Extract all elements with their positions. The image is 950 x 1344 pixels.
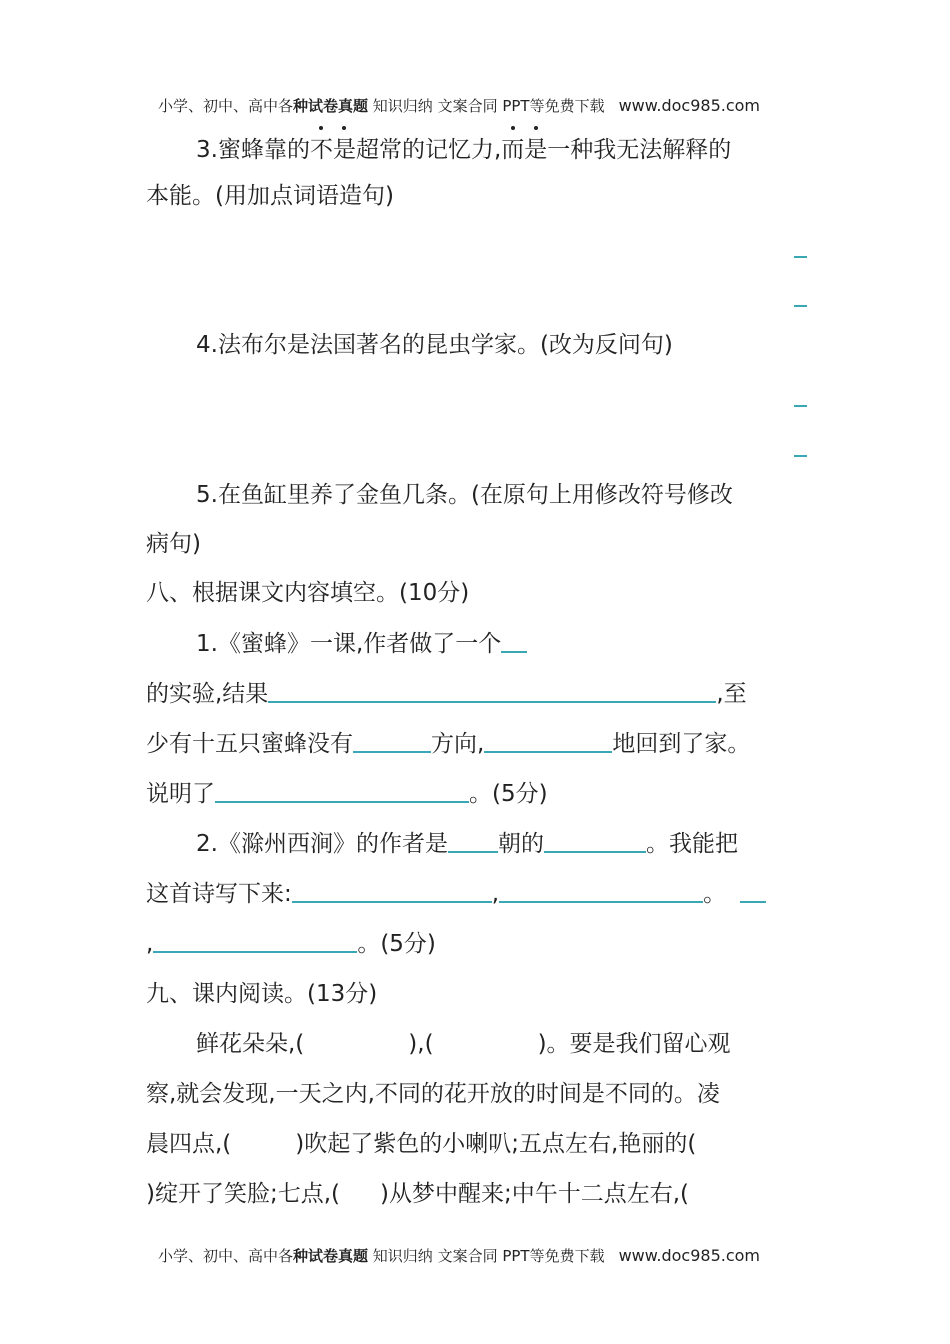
section-8-title: 八、根据课文内容填空。(10分) [146,580,470,606]
header-site-link[interactable]: www.doc985.com [618,96,761,115]
text-segment: 。我能把 [645,831,738,857]
emphasis-dotted-char: 不 [309,137,333,163]
s8-q1-line-3 [146,729,750,759]
fill-blank[interactable] [292,879,492,903]
text-segment: 方向, [431,731,485,757]
text-segment: , [491,881,500,907]
answer-line[interactable] [794,455,807,457]
page-header-bottom [158,1245,760,1266]
text-segment: 的实验,结果 [146,681,269,707]
s8-q1-line-4 [146,779,548,809]
text-segment: 。(5分) [357,931,436,957]
fill-blank[interactable] [499,879,703,903]
header-text: 小学、初中、高中各 [158,97,294,115]
s9-passage-line-4 [146,1179,689,1209]
text-segment: 蜜蜂靠的 [217,137,310,163]
question-number: 3. [196,137,218,163]
answer-line[interactable] [794,405,807,407]
text-segment: 说明了 [146,781,215,807]
text-segment: 朝的 [497,831,544,857]
header-bold-text: 种试卷真题 [293,97,369,115]
text-segment: ,至 [716,681,747,707]
text-segment: )从梦中醒来;中午十二点左右,( [380,1181,690,1207]
fill-blank[interactable] [215,779,469,803]
question-3-line-1 [196,135,731,165]
answer-line[interactable] [794,256,807,258]
fill-blank[interactable] [484,729,612,753]
fill-blank[interactable] [501,629,527,653]
text-segment: , [146,931,154,957]
header-bold-text: 种试卷真题 [293,1247,369,1265]
text-segment: 2.《滁州西涧》的作者是 [196,831,448,857]
s8-q2-line-1 [196,829,738,859]
emphasis-dotted-char: 是 [524,137,548,163]
fill-blank[interactable] [448,829,498,853]
question-4: 4.法布尔是法国著名的昆虫学家。(改为反问句) [196,332,673,358]
s8-q2-line-3 [146,929,436,959]
s8-q2-line-2 [146,879,766,909]
header-text-2: 知识归纳 文案合同 PPT等免费下载 [368,97,605,115]
emphasis-dotted-char: 而 [501,137,525,163]
page-header-top [158,95,760,116]
header-text-2: 知识归纳 文案合同 PPT等免费下载 [368,1247,605,1265]
text-segment: 这首诗写下来: [146,881,292,907]
fill-blank[interactable] [153,929,357,953]
fill-blank[interactable] [268,679,716,703]
question-3-line-2: 本能。(用加点词语造句) [146,183,394,209]
text-segment: ),( [408,1031,434,1057]
text-segment: 地回到了家。 [612,731,751,757]
s9-passage-line-1 [196,1029,731,1059]
text-segment: 超常的记忆力, [355,137,502,163]
text-segment: 1.《蜜蜂》一课,作者做了一个 [196,631,502,657]
text-segment: 一种我无法解释的 [547,137,732,163]
s9-passage-line-3 [146,1129,696,1159]
text-segment: )。要是我们留心观 [537,1031,731,1057]
text-segment: )绽开了笑脸;七点,( [146,1181,341,1207]
fill-blank[interactable] [740,879,766,903]
answer-line[interactable] [794,305,807,307]
text-segment: 少有十五只蜜蜂没有 [146,731,353,757]
text-segment: 鲜花朵朵,( [196,1031,305,1057]
question-5-line-1: 5.在鱼缸里养了金鱼几条。(在原句上用修改符号修改 [196,482,733,508]
emphasis-dotted-char: 是 [332,137,356,163]
question-5-line-2: 病句) [146,531,201,557]
text-segment: 晨四点,( [146,1131,232,1157]
text-segment: 。(5分) [469,781,548,807]
s8-q1-line-2 [146,679,747,709]
header-site-link[interactable]: www.doc985.com [618,1246,761,1265]
section-9-title: 九、课内阅读。(13分) [146,981,378,1007]
header-text: 小学、初中、高中各 [158,1247,294,1265]
s9-passage-line-2: 察,就会发现,一天之内,不同的花开放的时间是不同的。凌 [146,1081,720,1107]
fill-blank[interactable] [544,829,646,853]
text-segment: 。 [703,881,727,907]
s8-q1-line-1 [196,629,527,659]
fill-blank[interactable] [353,729,431,753]
text-segment: )吹起了紫色的小喇叭;五点左右,艳丽的( [295,1131,697,1157]
